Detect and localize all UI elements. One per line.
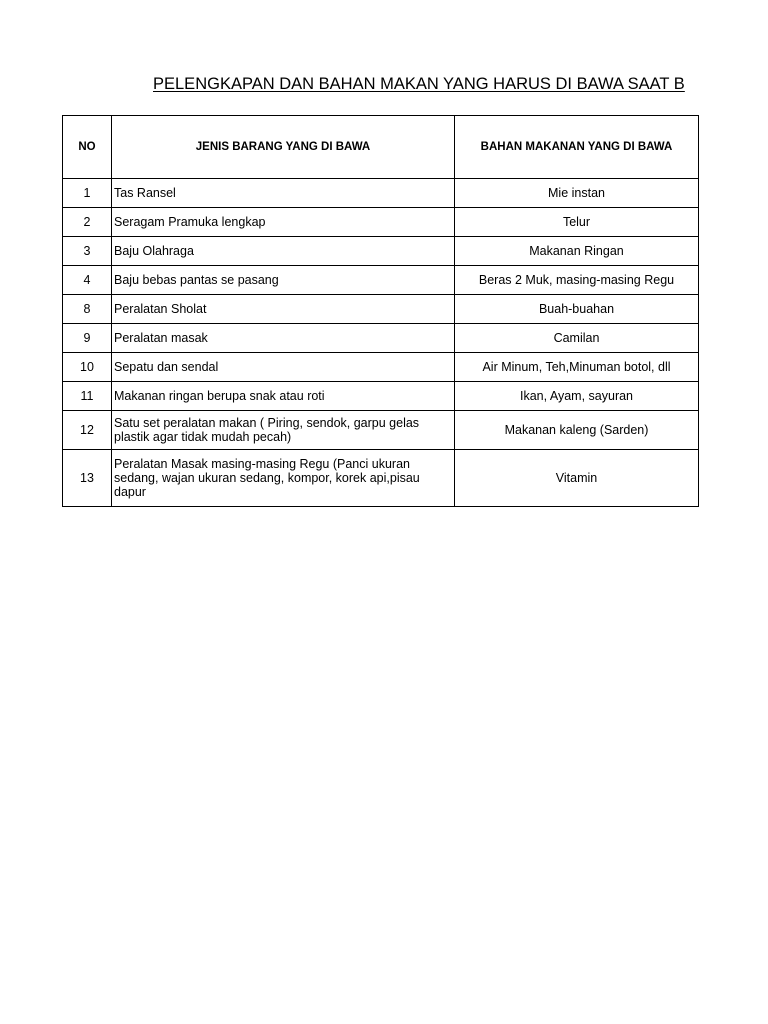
table-row — [63, 353, 699, 382]
cell-item: Sepatu dan sendal — [112, 353, 455, 382]
title-container — [0, 72, 697, 98]
cell-item: Baju bebas pantas se pasang — [112, 266, 455, 295]
cell-item: Seragam Pramuka lengkap — [112, 208, 455, 237]
table-row — [63, 266, 699, 295]
table-row — [63, 295, 699, 324]
cell-food: Makanan kaleng (Sarden) — [455, 411, 699, 450]
header-food: BAHAN MAKANAN YANG DI BAWA — [455, 116, 699, 179]
table-row — [63, 324, 699, 353]
cell-no: 4 — [63, 266, 112, 295]
cell-food: Makanan Ringan — [455, 237, 699, 266]
cell-item: Satu set peralatan makan ( Piring, sendok, garpu gelas plastik agar tidak mudah pecah) — [112, 411, 455, 450]
header-no: NO — [63, 116, 112, 179]
cell-item: Makanan ringan berupa snak atau roti — [112, 382, 455, 411]
cell-no: 12 — [63, 411, 112, 450]
cell-no: 11 — [63, 382, 112, 411]
cell-food: Camilan — [455, 324, 699, 353]
cell-food: Buah-buahan — [455, 295, 699, 324]
cell-food: Telur — [455, 208, 699, 237]
cell-no: 3 — [63, 237, 112, 266]
table-row — [63, 208, 699, 237]
cell-food: Air Minum, Teh,Minuman botol, dll — [455, 353, 699, 382]
table-header-row — [63, 116, 699, 179]
cell-no: 9 — [63, 324, 112, 353]
cell-item: Peralatan Masak masing-masing Regu (Panci ukuran sedang, wajan ukuran sedang, kompor, korek api,pisau dapur — [112, 450, 455, 507]
cell-food: Ikan, Ayam, sayuran — [455, 382, 699, 411]
cell-no: 2 — [63, 208, 112, 237]
items-table — [62, 115, 699, 507]
cell-item: Baju Olahraga — [112, 237, 455, 266]
cell-food: Mie instan — [455, 179, 699, 208]
cell-food: Vitamin — [455, 450, 699, 507]
cell-no: 8 — [63, 295, 112, 324]
table-row — [63, 382, 699, 411]
cell-item: Tas Ransel — [112, 179, 455, 208]
header-item: JENIS BARANG YANG DI BAWA — [112, 116, 455, 179]
cell-no: 1 — [63, 179, 112, 208]
table-row — [63, 411, 699, 450]
table-row — [63, 450, 699, 507]
cell-no: 13 — [63, 450, 112, 507]
table-row — [63, 237, 699, 266]
cell-item: Peralatan Sholat — [112, 295, 455, 324]
cell-no: 10 — [63, 353, 112, 382]
cell-item: Peralatan masak — [112, 324, 455, 353]
table-row — [63, 179, 699, 208]
cell-food: Beras 2 Muk, masing-masing Regu — [455, 266, 699, 295]
document-title: PELENGKAPAN DAN BAHAN MAKAN YANG HARUS DI BAWA SAAT B — [153, 75, 685, 93]
